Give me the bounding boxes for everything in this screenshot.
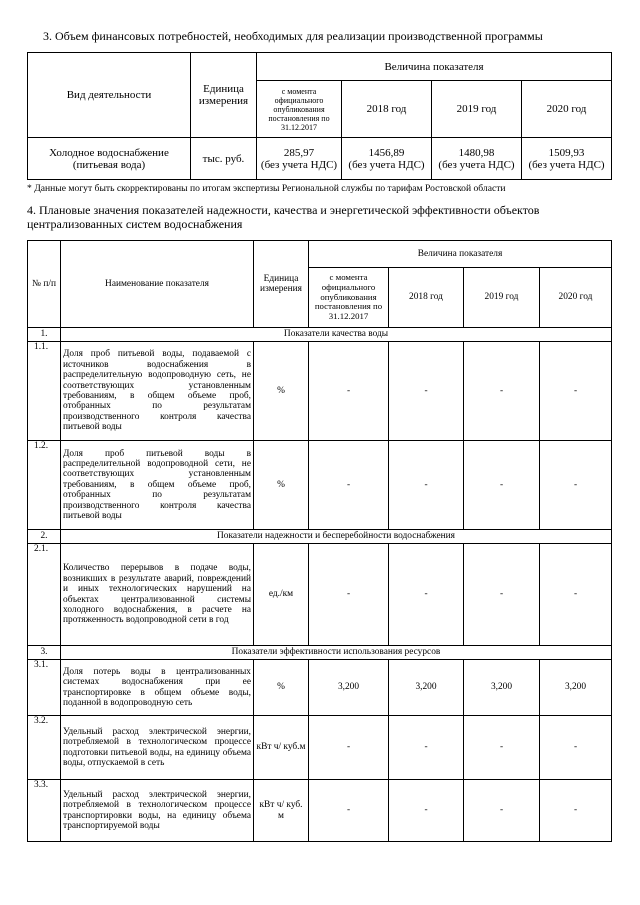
row-value-2019: - bbox=[464, 780, 540, 842]
col-header-unit: Единица измерения bbox=[191, 53, 257, 138]
group-row bbox=[28, 328, 612, 342]
footnote: * Данные могут быть скорректированы по итогам экспертизы Региональной службы по тарифам Ростовской области bbox=[27, 183, 506, 194]
row-indicator-name: Доля потерь воды в централизованных системах водоснабжения при ее транспортировке в общем объеме воды, поданной в водопроводную сеть bbox=[61, 660, 254, 716]
table-row bbox=[28, 660, 612, 716]
row-value-2018: - bbox=[389, 544, 464, 646]
group-title: Показатели надежности и бесперебойности водоснабжения bbox=[61, 530, 612, 544]
table-row bbox=[28, 441, 612, 530]
row-number: 3.1. bbox=[28, 660, 61, 716]
row-value-2018: 3,200 bbox=[389, 660, 464, 716]
row-number: 2.1. bbox=[28, 544, 61, 646]
row-value-initial: - bbox=[309, 544, 389, 646]
row-unit: тыс. руб. bbox=[191, 138, 257, 180]
group-number: 2. bbox=[28, 530, 61, 544]
row-unit: кВт ч/ куб. м bbox=[254, 780, 309, 842]
row-value-2018: 1456,89 (без учета НДС) bbox=[342, 138, 432, 180]
row-value-2019: - bbox=[464, 342, 540, 441]
group-title: Показатели качества воды bbox=[61, 328, 612, 342]
row-value-2018: - bbox=[389, 716, 464, 780]
row-value-2020: - bbox=[540, 342, 612, 441]
row-indicator-name: Доля проб питьевой воды, подаваемой с источников водоснабжения в распределительную водопроводную сеть, не соответствующих установленным требованиям, в общем объеме проб, отобранных по результатам производственного контроля качества питьевой воды bbox=[61, 342, 254, 441]
row-value-2018: - bbox=[389, 342, 464, 441]
table-row bbox=[28, 716, 612, 780]
row-value-2020: 1509,93 (без учета НДС) bbox=[522, 138, 612, 180]
group-number: 1. bbox=[28, 328, 61, 342]
group-row bbox=[28, 646, 612, 660]
table-row bbox=[28, 342, 612, 441]
section-4-heading: 4. Плановые значения показателей надежности, качества и энергетической эффективности объектов централизованных систем водоснабжения bbox=[27, 203, 540, 231]
row-value-2020: - bbox=[540, 780, 612, 842]
row-value-initial: - bbox=[309, 716, 389, 780]
financial-needs-table bbox=[27, 52, 612, 180]
col-header-2020: 2020 год bbox=[522, 81, 612, 138]
col-header-unit: Единица измерения bbox=[254, 241, 309, 328]
col-header-period-initial: с момента официального опубликования постановления по 31.12.2017 bbox=[309, 268, 389, 328]
row-value-2018: - bbox=[389, 780, 464, 842]
row-activity: Холодное водоснабжение (питьевая вода) bbox=[28, 138, 191, 180]
row-value-initial: - bbox=[309, 780, 389, 842]
row-indicator-name: Доля проб питьевой воды в распределительной водопроводной сети, не соответствующих установленным требованиям, в общем объеме проб, отобранных по результатам производственного контроля качества питьевой воды bbox=[61, 441, 254, 530]
row-value-2019: 1480,98 (без учета НДС) bbox=[432, 138, 522, 180]
row-value-initial: 285,97 (без учета НДС) bbox=[257, 138, 342, 180]
row-indicator-name: Количество перерывов в подаче воды, возникших в результате аварий, повреждений и иных технологических нарушений на объектах централизованной системы холодного водоснабжения, в расчете на протяженность водопроводной сети в год bbox=[61, 544, 254, 646]
col-header-2018: 2018 год bbox=[389, 268, 464, 328]
row-value-2019: 3,200 bbox=[464, 660, 540, 716]
col-header-2020: 2020 год bbox=[540, 268, 612, 328]
row-number: 3.3. bbox=[28, 780, 61, 842]
col-header-period-initial: с момента официального опубликования постановления по 31.12.2017 bbox=[257, 81, 342, 138]
col-header-2019: 2019 год bbox=[464, 268, 540, 328]
row-unit: % bbox=[254, 441, 309, 530]
row-value-initial: 3,200 bbox=[309, 660, 389, 716]
col-header-value-group: Величина показателя bbox=[309, 241, 612, 268]
row-indicator-name: Удельный расход электрической энергии, потребляемой в технологическом процессе подготовки питьевой воды, на единицу объема воды, отпускаемой в сеть bbox=[61, 716, 254, 780]
table-row bbox=[28, 544, 612, 646]
row-value-2018: - bbox=[389, 441, 464, 530]
row-value-initial: - bbox=[309, 342, 389, 441]
row-value-2020: - bbox=[540, 441, 612, 530]
row-value-2019: - bbox=[464, 716, 540, 780]
row-number: 1.1. bbox=[28, 342, 61, 441]
row-unit: % bbox=[254, 660, 309, 716]
group-number: 3. bbox=[28, 646, 61, 660]
row-unit: % bbox=[254, 342, 309, 441]
section-3-heading: 3. Объем финансовых потребностей, необходимых для реализации производственной программы bbox=[43, 29, 543, 43]
table-row bbox=[28, 780, 612, 842]
group-row bbox=[28, 530, 612, 544]
row-value-2019: - bbox=[464, 544, 540, 646]
col-header-name: Наименование показателя bbox=[61, 241, 254, 328]
row-value-2020: 3,200 bbox=[540, 660, 612, 716]
indicators-table bbox=[27, 240, 612, 842]
row-value-2020: - bbox=[540, 544, 612, 646]
group-title: Показатели эффективности использования ресурсов bbox=[61, 646, 612, 660]
row-indicator-name: Удельный расход электрической энергии, потребляемой в технологическом процессе транспортировки воды, на единицу объема транспортируемой воды bbox=[61, 780, 254, 842]
col-header-activity: Вид деятельности bbox=[28, 53, 191, 138]
col-header-num: № п/п bbox=[28, 241, 61, 328]
col-header-2018: 2018 год bbox=[342, 81, 432, 138]
row-value-2020: - bbox=[540, 716, 612, 780]
col-header-2019: 2019 год bbox=[432, 81, 522, 138]
row-value-2019: - bbox=[464, 441, 540, 530]
col-header-value-group: Величина показателя bbox=[257, 53, 612, 81]
row-unit: кВт ч/ куб.м bbox=[254, 716, 309, 780]
row-number: 3.2. bbox=[28, 716, 61, 780]
row-value-initial: - bbox=[309, 441, 389, 530]
row-number: 1.2. bbox=[28, 441, 61, 530]
row-unit: ед./км bbox=[254, 544, 309, 646]
